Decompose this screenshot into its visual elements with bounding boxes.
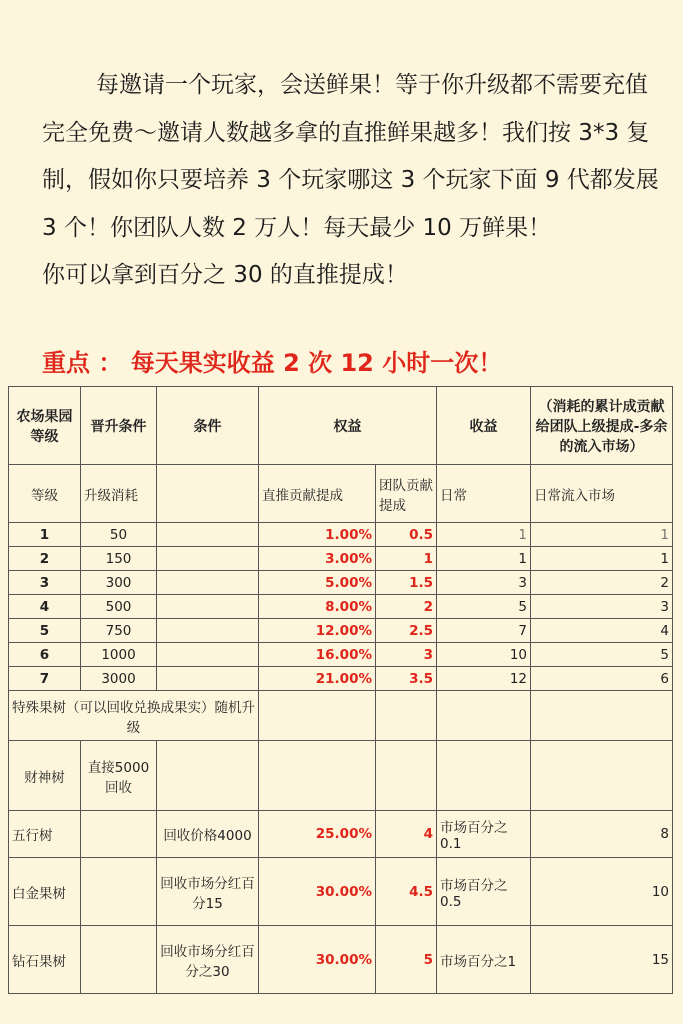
cost-cell: 300 xyxy=(81,571,157,595)
empty-cell xyxy=(157,619,259,643)
direct-cell: 8.00% xyxy=(259,595,376,619)
team-cell: 3 xyxy=(376,643,437,667)
team-cell: 2 xyxy=(376,595,437,619)
condition-cell: 回收市场分红百分15 xyxy=(157,858,259,926)
direct-cell: 30.00% xyxy=(259,926,376,994)
header-level: 农场果园等级 xyxy=(9,387,81,465)
level-cell: 3 xyxy=(9,571,81,595)
tree-name-cell: 五行树 xyxy=(9,811,81,858)
empty-cell xyxy=(157,667,259,691)
direct-cell: 12.00% xyxy=(259,619,376,643)
cost-cell: 1000 xyxy=(81,643,157,667)
team-cell: 5 xyxy=(376,926,437,994)
market-cell: 5 xyxy=(531,643,673,667)
subheader-daily: 日常 xyxy=(437,465,531,523)
table-row xyxy=(9,858,673,926)
team-cell: 4 xyxy=(376,811,437,858)
intro-paragraph-2: 你可以拿到百分之 30 的直推提成！ xyxy=(42,262,408,288)
cost-cell: 50 xyxy=(81,523,157,547)
empty-cell xyxy=(157,595,259,619)
subheader-direct: 直推贡献提成 xyxy=(259,465,376,523)
table-row xyxy=(9,547,673,571)
subheader-cost: 升级消耗 xyxy=(81,465,157,523)
subheader-team: 团队贡献提成 xyxy=(376,465,437,523)
empty-cell xyxy=(157,643,259,667)
condition-cell: 回收价格4000 xyxy=(157,811,259,858)
team-cell: 4.5 xyxy=(376,858,437,926)
header-rights: 权益 xyxy=(259,387,437,465)
table-row xyxy=(9,595,673,619)
header-income: 收益 xyxy=(437,387,531,465)
daily-cell: 市场百分之1 xyxy=(437,926,531,994)
market-cell: 2 xyxy=(531,571,673,595)
daily-cell: 1 xyxy=(437,547,531,571)
daily-cell: 12 xyxy=(437,667,531,691)
daily-cell: 市场百分之0.5 xyxy=(437,858,531,926)
table-row xyxy=(9,643,673,667)
level-cell: 5 xyxy=(9,619,81,643)
direct-cell: 16.00% xyxy=(259,643,376,667)
team-cell: 2.5 xyxy=(376,619,437,643)
level-cell: 7 xyxy=(9,667,81,691)
daily-cell: 1 xyxy=(437,523,531,547)
table-row xyxy=(9,741,673,811)
subheader-level: 等级 xyxy=(9,465,81,523)
cost-cell: 150 xyxy=(81,547,157,571)
special-section-row xyxy=(9,691,673,741)
cost-cell: 500 xyxy=(81,595,157,619)
intro-text xyxy=(42,62,662,300)
direct-cell: 3.00% xyxy=(259,547,376,571)
empty-cell xyxy=(157,523,259,547)
market-cell: 4 xyxy=(531,619,673,643)
table-row xyxy=(9,571,673,595)
subheader-market: 日常流入市场 xyxy=(531,465,673,523)
empty-cell xyxy=(157,571,259,595)
market-cell: 15 xyxy=(531,926,673,994)
header-note: （消耗的累计成贡献给团队上级提成-多余的流入市场） xyxy=(531,387,673,465)
market-cell: 1 xyxy=(531,523,673,547)
level-cell: 4 xyxy=(9,595,81,619)
direct-cell: 21.00% xyxy=(259,667,376,691)
table-row xyxy=(9,811,673,858)
level-cell: 6 xyxy=(9,643,81,667)
daily-cell: 5 xyxy=(437,595,531,619)
condition-cell: 回收市场分红百分之30 xyxy=(157,926,259,994)
condition-cell: 直接5000回收 xyxy=(81,741,157,811)
intro-paragraph-1: 每邀请一个玩家，会送鲜果！等于你升级都不需要充值完全免费～邀请人数越多拿的直推鲜果越多！我们按 3*3 复制，假如你只要培养 3 个玩家哪这 3 个玩家下面 9 代都发展 3 个！你团队人数 2 万人！每天最少 10 万鲜果！ xyxy=(42,72,659,241)
direct-cell: 1.00% xyxy=(259,523,376,547)
header-promotion: 晋升条件 xyxy=(81,387,157,465)
tree-name-cell: 财神树 xyxy=(9,741,81,811)
market-cell: 10 xyxy=(531,858,673,926)
market-cell: 8 xyxy=(531,811,673,858)
table-row xyxy=(9,619,673,643)
table-subheader-row xyxy=(9,465,673,523)
direct-cell: 5.00% xyxy=(259,571,376,595)
direct-cell: 25.00% xyxy=(259,811,376,858)
direct-cell: 30.00% xyxy=(259,858,376,926)
table-row xyxy=(9,523,673,547)
market-cell: 6 xyxy=(531,667,673,691)
cost-cell: 750 xyxy=(81,619,157,643)
team-cell: 1.5 xyxy=(376,571,437,595)
farm-level-table xyxy=(8,386,673,994)
special-section-title: 特殊果树（可以回收兑换成果实）随机升级 xyxy=(9,691,259,741)
table-header-row xyxy=(9,387,673,465)
highlight-notice: 重点 ： 每天果实收益 2 次 12 小时一次！ xyxy=(42,349,503,377)
daily-cell: 7 xyxy=(437,619,531,643)
table-row xyxy=(9,926,673,994)
team-cell: 1 xyxy=(376,547,437,571)
team-cell: 0.5 xyxy=(376,523,437,547)
team-cell: 3.5 xyxy=(376,667,437,691)
daily-cell: 10 xyxy=(437,643,531,667)
market-cell: 3 xyxy=(531,595,673,619)
level-cell: 1 xyxy=(9,523,81,547)
subheader-empty xyxy=(157,465,259,523)
daily-cell: 市场百分之0.1 xyxy=(437,811,531,858)
tree-name-cell: 白金果树 xyxy=(9,858,81,926)
table-row xyxy=(9,667,673,691)
header-condition: 条件 xyxy=(157,387,259,465)
level-cell: 2 xyxy=(9,547,81,571)
cost-cell: 3000 xyxy=(81,667,157,691)
daily-cell: 3 xyxy=(437,571,531,595)
empty-cell xyxy=(157,547,259,571)
tree-name-cell: 钻石果树 xyxy=(9,926,81,994)
market-cell: 1 xyxy=(531,547,673,571)
